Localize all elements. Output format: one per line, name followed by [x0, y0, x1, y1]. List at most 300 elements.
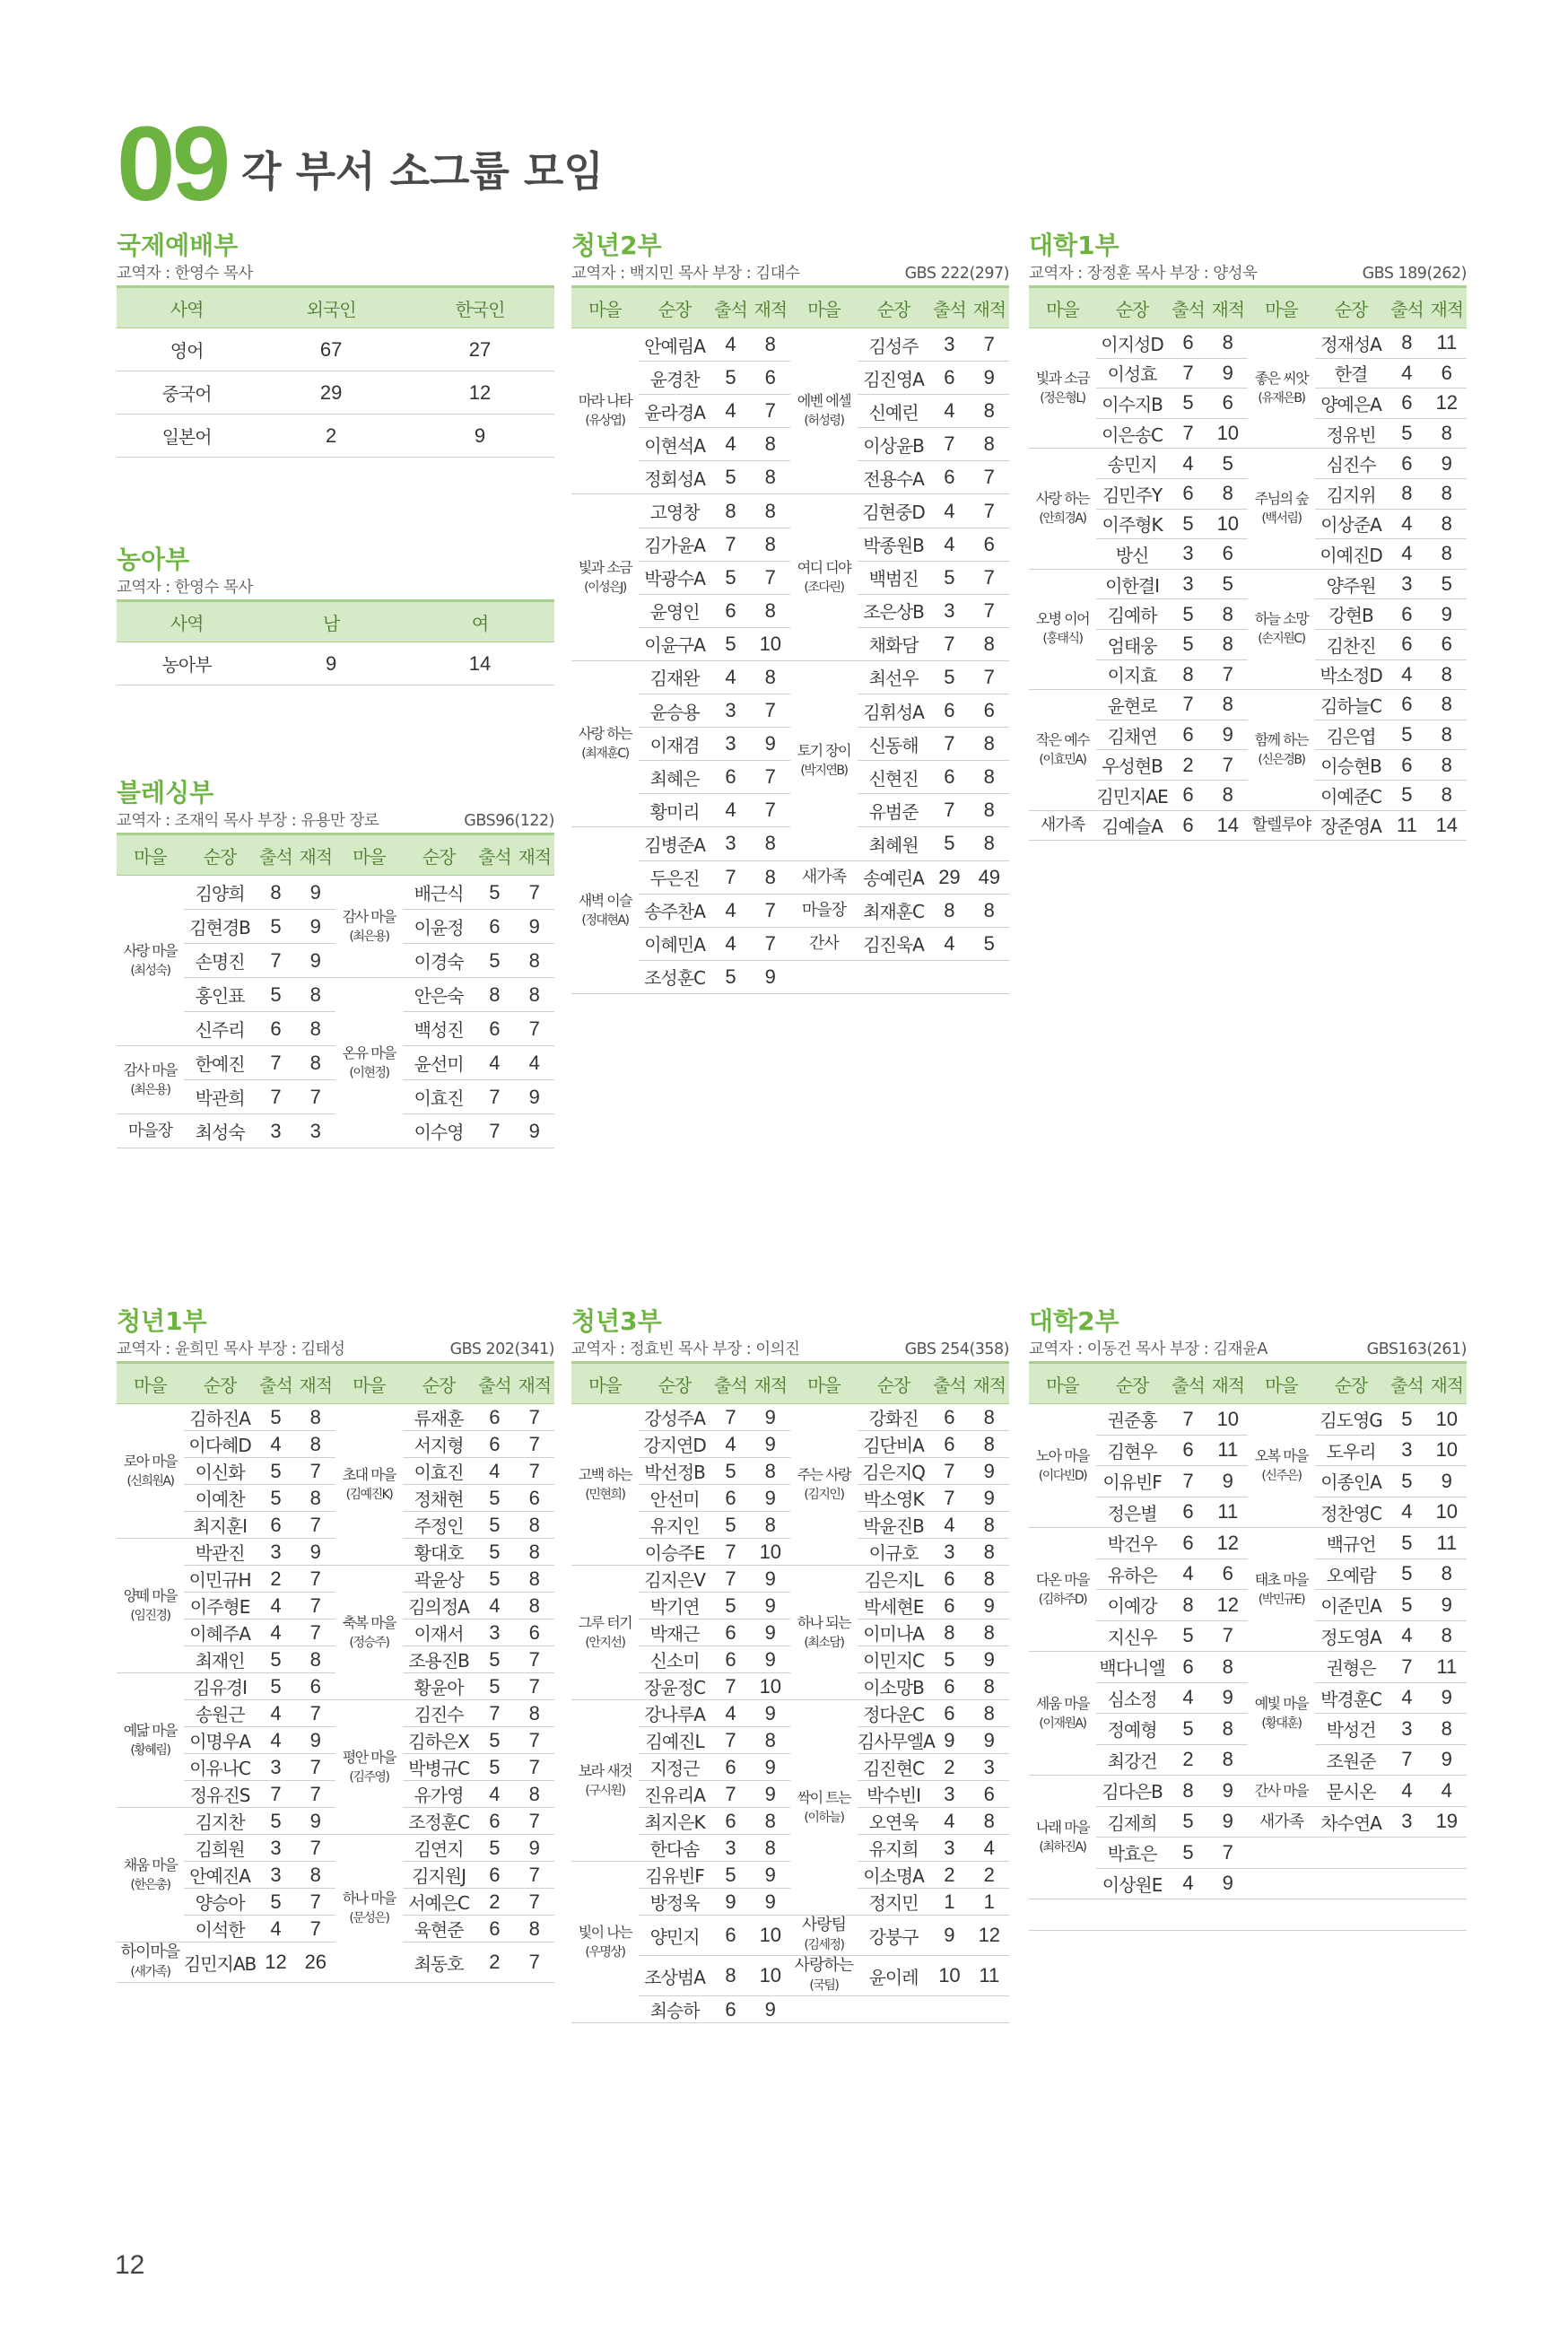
group-leader: (유재은B)	[1258, 390, 1305, 406]
table-row	[1029, 690, 1467, 720]
cell: 12	[405, 371, 554, 415]
group-cell	[790, 1700, 858, 1916]
enrolled-cell: 10	[1427, 1404, 1467, 1436]
enrolled-cell: 7	[515, 1012, 554, 1046]
attendance-cell: 6	[929, 1566, 969, 1593]
leader-cell: 윤선미	[403, 1046, 475, 1080]
group-name: 예닮 마을	[123, 1721, 178, 1739]
col-header: 재적	[1208, 1363, 1248, 1404]
col-header: 재적	[751, 1363, 790, 1404]
group-name: 세움 마을	[1035, 1694, 1090, 1712]
enrolled-cell: 7	[1208, 1838, 1248, 1869]
attendance-cell: 5	[475, 1835, 514, 1862]
col-header: 순장	[184, 834, 256, 876]
enrolled-cell: 9	[1427, 1590, 1467, 1621]
section-title: 청년3부	[571, 1306, 662, 1336]
section-title: 청년2부	[571, 231, 662, 260]
attendance-cell: 4	[710, 395, 750, 428]
leader-cell: 송예린A	[858, 860, 929, 894]
leader-cell: 강지연D	[639, 1431, 710, 1458]
leader-cell: 박세현E	[858, 1593, 929, 1619]
leader-cell: 전용수A	[858, 461, 929, 494]
table-row	[1029, 328, 1467, 359]
gbs-count: GBS 222(297)	[904, 265, 1009, 283]
group-leader: (김주영)	[349, 1769, 389, 1785]
enrolled-cell: 8	[1427, 659, 1467, 690]
attendance-cell: 5	[256, 1889, 295, 1916]
cell: 29	[257, 371, 405, 415]
attendance-cell: 7	[1168, 358, 1207, 388]
group-name: 사랑팀	[801, 1916, 846, 1934]
attendance-cell: 7	[710, 1781, 750, 1808]
leader-cell: 박윤진B	[858, 1512, 929, 1539]
enrolled-cell: 9	[970, 1646, 1009, 1673]
attendance-cell: 4	[710, 1431, 750, 1458]
group-leader: (최은용)	[130, 1082, 170, 1097]
group-name: 태초 마을	[1254, 1570, 1309, 1588]
enrolled-cell: 11	[1427, 328, 1467, 359]
attendance-cell: 6	[710, 761, 750, 794]
enrolled-cell: 7	[296, 1754, 335, 1781]
group-name: 빛과 소금	[1035, 369, 1090, 387]
section-title: 블레싱부	[117, 778, 214, 808]
attendance-cell: 5	[1387, 780, 1426, 810]
enrolled-cell: 9	[751, 1566, 790, 1593]
leader-cell: 강현B	[1315, 599, 1387, 630]
col-header: 재적	[515, 1363, 554, 1404]
enrolled-cell: 7	[515, 1889, 554, 1916]
attendance-cell: 4	[1387, 1620, 1426, 1652]
leader-cell: 박경훈C	[1315, 1682, 1387, 1714]
enrolled-cell: 7	[296, 1916, 335, 1942]
group-name: 고백 하는	[578, 1465, 632, 1483]
table-row	[1029, 1776, 1467, 1807]
attendance-cell: 7	[1387, 1652, 1426, 1683]
intl-table	[117, 285, 554, 458]
leader-cell: 이민규H	[184, 1566, 256, 1593]
attendance-cell: 4	[710, 428, 750, 461]
leader-cell: 강붕구	[858, 1916, 929, 1956]
attendance-cell: 6	[1168, 478, 1207, 509]
enrolled-cell: 8	[970, 1539, 1009, 1566]
enrolled-cell: 12	[970, 1916, 1009, 1956]
attendance-cell: 8	[929, 1619, 969, 1646]
leader-cell: 서예은C	[403, 1889, 475, 1916]
enrolled-cell: 8	[1208, 1744, 1248, 1776]
attendance-cell: 7	[929, 1485, 969, 1512]
attendance-cell: 6	[1387, 449, 1426, 479]
enrolled-cell: 7	[1208, 659, 1248, 690]
attendance-cell: 5	[1168, 1714, 1207, 1745]
leader-cell: 황윤아	[403, 1673, 475, 1700]
attendance-cell: 3	[929, 1539, 969, 1566]
leader-cell: 오예람	[1315, 1558, 1387, 1590]
enrolled-cell: 9	[296, 910, 335, 944]
col-header: 출석	[1387, 287, 1426, 328]
leader-cell: 김하진A	[184, 1404, 256, 1431]
enrolled-cell: 8	[970, 1512, 1009, 1539]
enrolled-cell: 7	[751, 794, 790, 827]
enrolled-cell: 6	[1208, 388, 1248, 419]
group-cell	[571, 1862, 639, 2023]
col-header: 사역	[117, 287, 257, 328]
group-name: 채움 마을	[123, 1855, 178, 1873]
leader-cell: 방정욱	[639, 1889, 710, 1916]
table-row	[1029, 1652, 1467, 1683]
leader-cell: 김병준A	[639, 827, 710, 860]
group-leader: (허성령)	[804, 414, 844, 429]
leader-cell: 김은지Q	[858, 1458, 929, 1485]
col-header: 출석	[475, 834, 514, 876]
col-header: 재적	[1208, 287, 1248, 328]
col-header: 순장	[1315, 1363, 1387, 1404]
group-cell	[571, 1700, 639, 1862]
enrolled-cell: 8	[970, 1700, 1009, 1727]
enrolled-cell: 8	[1427, 539, 1467, 570]
group-name: 새벽 이슬	[578, 891, 632, 909]
col-header: 마을	[1029, 1363, 1096, 1404]
col-header: 마을	[571, 1363, 639, 1404]
leader-cell: 배근식	[403, 876, 475, 910]
enrolled-cell: 8	[751, 860, 790, 894]
leader-cell: 최강건	[1096, 1744, 1168, 1776]
attendance-cell: 5	[1168, 629, 1207, 659]
group-name: 노아 마을	[1035, 1446, 1090, 1464]
group-leader: (정승주)	[349, 1635, 389, 1650]
group-cell	[1248, 690, 1315, 810]
section-u2	[1029, 1305, 1467, 1931]
enrolled-cell: 10	[1427, 1497, 1467, 1528]
group-leader: (새가족)	[130, 1965, 170, 1979]
enrolled-cell: 9	[1208, 1466, 1248, 1497]
attendance-cell: 5	[256, 1673, 295, 1700]
leader-cell: 김하은X	[403, 1727, 475, 1754]
table-row	[571, 1700, 1009, 1727]
leader-cell: 유지희	[858, 1835, 929, 1862]
enrolled-cell: 8	[515, 1566, 554, 1593]
leader-cell: 박관진	[184, 1539, 256, 1566]
col-header: 출석	[1168, 1363, 1207, 1404]
enrolled-cell: 8	[515, 1781, 554, 1808]
group-cell	[335, 1835, 403, 1983]
enrolled-cell: 8	[1208, 690, 1248, 720]
enrolled-cell: 10	[751, 1916, 790, 1956]
leader-cell: 이상원E	[1096, 1868, 1168, 1899]
enrolled-cell: 9	[1427, 599, 1467, 630]
enrolled-cell: 7	[751, 894, 790, 927]
enrolled-cell: 10	[751, 1673, 790, 1700]
attendance-cell: 5	[710, 561, 750, 594]
table-row	[571, 1404, 1009, 1431]
leader-cell: 지정근	[639, 1754, 710, 1781]
attendance-cell: 5	[256, 1646, 295, 1673]
col-header: 마을	[1248, 287, 1315, 328]
enrolled-cell: 8	[296, 978, 335, 1012]
group-name: 여디 디야	[797, 558, 851, 576]
attendance-cell: 3	[1168, 569, 1207, 599]
attendance-cell: 5	[929, 1646, 969, 1673]
leader-cell: 김휘성A	[858, 694, 929, 728]
leader-cell: 신현진	[858, 761, 929, 794]
enrolled-cell: 7	[296, 1566, 335, 1593]
attendance-cell: 5	[1168, 388, 1207, 419]
group-name: 오복 마을	[1254, 1446, 1309, 1464]
attendance-cell: 5	[1387, 1466, 1426, 1497]
attendance-cell: 6	[475, 1404, 514, 1431]
enrolled-cell: 9	[970, 1458, 1009, 1485]
enrolled-cell: 14	[1208, 810, 1248, 841]
enrolled-cell: 9	[1208, 1682, 1248, 1714]
leader-cell: 김단비A	[858, 1431, 929, 1458]
leader-cell: 윤승용	[639, 694, 710, 728]
enrolled-cell: 9	[1208, 1868, 1248, 1899]
leader-cell: 이효진	[403, 1458, 475, 1485]
col-header: 재적	[751, 287, 790, 328]
enrolled-cell: 8	[970, 1619, 1009, 1646]
attendance-cell: 7	[1168, 1404, 1207, 1436]
group-name: 로아 마을	[123, 1452, 178, 1470]
attendance-cell: 6	[929, 761, 969, 794]
attendance-cell: 4	[1387, 1776, 1426, 1807]
leader-cell: 최혜원	[858, 827, 929, 860]
section-y3	[571, 1305, 1009, 2023]
group-leader: (조다린)	[804, 580, 844, 595]
attendance-cell: 2	[929, 1862, 969, 1889]
group-cell	[1029, 690, 1096, 810]
enrolled-cell: 11	[1427, 1652, 1467, 1683]
gbs-count: GBS96(122)	[464, 812, 554, 830]
leader-cell: 이수지B	[1096, 388, 1168, 419]
leader-cell: 최동호	[403, 1942, 475, 1983]
leader-cell: 강화진	[858, 1404, 929, 1431]
enrolled-cell: 7	[970, 494, 1009, 528]
attendance-cell: 4	[710, 894, 750, 927]
group-name: 예빛 마을	[1254, 1694, 1309, 1712]
enrolled-cell: 8	[1427, 418, 1467, 449]
leader-cell: 박성건	[1315, 1714, 1387, 1745]
attendance-cell: 5	[475, 1727, 514, 1754]
leader-cell: 최승하	[639, 1996, 710, 2023]
enrolled-cell: 8	[751, 1458, 790, 1485]
leader-cell: 신소미	[639, 1646, 710, 1673]
col-header: 마을	[335, 834, 403, 876]
leader-cell: 이예준C	[1315, 780, 1387, 810]
enrolled-cell: 9	[515, 1835, 554, 1862]
cell: 2	[257, 415, 405, 458]
enrolled-cell: 8	[1427, 750, 1467, 781]
col-header: 마을	[571, 287, 639, 328]
attendance-cell: 5	[929, 660, 969, 694]
leader-cell: 박병규C	[403, 1754, 475, 1781]
col-header: 출석	[710, 1363, 750, 1404]
attendance-cell: 4	[710, 1700, 750, 1727]
attendance-cell: 3	[929, 1835, 969, 1862]
enrolled-cell: 8	[970, 1404, 1009, 1431]
enrolled-cell: 8	[515, 1700, 554, 1727]
group-name: 할렐루야	[1251, 816, 1311, 835]
col-header: 마을	[790, 287, 858, 328]
leader-cell: 안은숙	[403, 978, 475, 1012]
group-cell	[1029, 1404, 1096, 1528]
enrolled-cell: 12	[1208, 1590, 1248, 1621]
group-name: 마을장	[127, 1122, 173, 1140]
enrolled-cell: 7	[296, 1835, 335, 1862]
enrolled-cell: 8	[970, 728, 1009, 761]
gbs-count: GBS 189(262)	[1362, 265, 1467, 283]
leader-cell: 이재서	[403, 1619, 475, 1646]
group-cell	[117, 1942, 184, 1983]
enrolled-cell: 9	[515, 1114, 554, 1148]
attendance-cell: 6	[1168, 328, 1207, 359]
group-cell	[1029, 1776, 1096, 1899]
group-leader: (구시원)	[585, 1783, 625, 1798]
enrolled-cell: 2	[970, 1862, 1009, 1889]
group-name: 사랑 하는	[578, 725, 632, 743]
leader-cell: 정채현	[403, 1485, 475, 1512]
section-staff	[117, 809, 554, 833]
enrolled-cell: 7	[515, 1808, 554, 1835]
group-name: 축복 마을	[342, 1613, 396, 1631]
leader-cell: 유가영	[403, 1781, 475, 1808]
attendance-cell: 4	[1387, 1682, 1426, 1714]
group-leader: (민현희)	[585, 1487, 625, 1502]
attendance-cell: 5	[256, 978, 295, 1012]
leader-cell: 이은송C	[1096, 418, 1168, 449]
enrolled-cell: 5	[1427, 569, 1467, 599]
enrolled-cell: 6	[970, 1781, 1009, 1808]
leader-cell: 김현우	[1096, 1435, 1168, 1466]
attendance-cell: 6	[1168, 1652, 1207, 1683]
leader-cell: 박종원B	[858, 528, 929, 561]
attendance-cell: 8	[475, 978, 514, 1012]
attendance-cell: 8	[710, 1956, 750, 1996]
enrolled-cell: 49	[970, 860, 1009, 894]
col-header: 순장	[639, 1363, 710, 1404]
group-cell	[117, 1673, 184, 1808]
attendance-cell: 5	[256, 1458, 295, 1485]
col-header: 출석	[1168, 287, 1207, 328]
table-row	[1029, 1528, 1467, 1559]
leader-cell: 이효진	[403, 1080, 475, 1114]
group-leader: (임진경)	[130, 1608, 170, 1623]
group-cell	[790, 660, 858, 860]
leader-cell: 조용진B	[403, 1646, 475, 1673]
leader-cell: 윤이레	[858, 1956, 929, 1996]
leader-cell: 류재훈	[403, 1404, 475, 1431]
col-header: 순장	[403, 1363, 475, 1404]
enrolled-cell: 9	[751, 1431, 790, 1458]
group-cell	[1029, 1652, 1096, 1776]
group-leader: (박민규E)	[1258, 1592, 1305, 1607]
group-cell	[117, 1404, 184, 1539]
enrolled-cell: 7	[970, 328, 1009, 362]
enrolled-cell: 8	[751, 660, 790, 694]
attendance-cell: 5	[1168, 1806, 1207, 1838]
col-header: 재적	[296, 834, 335, 876]
group-cell	[571, 1404, 639, 1566]
attendance-cell: 6	[475, 1862, 514, 1889]
attendance-cell: 6	[475, 1808, 514, 1835]
group-name: 빛과 소금	[578, 558, 632, 576]
attendance-cell: 3	[256, 1835, 295, 1862]
group-name: 하나 마을	[342, 1890, 396, 1907]
col-header: 출석	[710, 287, 750, 328]
group-cell	[1248, 810, 1315, 841]
chapter-header	[117, 105, 604, 223]
group-cell	[1248, 449, 1315, 569]
section-u1	[1029, 230, 1467, 841]
leader-cell: 이예진D	[1315, 539, 1387, 570]
attendance-cell: 7	[1168, 1466, 1207, 1497]
enrolled-cell: 7	[296, 1593, 335, 1619]
attendance-cell: 3	[1387, 1806, 1426, 1838]
enrolled-cell: 9	[751, 1593, 790, 1619]
attendance-cell: 7	[929, 627, 969, 660]
attendance-cell: 7	[475, 1700, 514, 1727]
attendance-cell: 8	[1168, 1776, 1207, 1807]
table-row	[117, 876, 554, 910]
leader-cell: 곽윤상	[403, 1566, 475, 1593]
leader-cell: 정유진S	[184, 1781, 256, 1808]
attendance-cell: 5	[1387, 418, 1426, 449]
leader-cell: 이주형K	[1096, 509, 1168, 539]
table-row	[117, 328, 554, 371]
leader-cell: 김지찬	[184, 1808, 256, 1835]
attendance-cell: 4	[1168, 1558, 1207, 1590]
attendance-cell: 8	[1168, 659, 1207, 690]
leader-cell: 김다은B	[1096, 1776, 1168, 1807]
attendance-cell: 8	[256, 876, 295, 910]
attendance-cell: 6	[1387, 750, 1426, 781]
leader-cell: 지신우	[1096, 1620, 1168, 1652]
enrolled-cell: 9	[1427, 1466, 1467, 1497]
attendance-cell: 5	[475, 944, 514, 978]
leader-cell: 육현준	[403, 1916, 475, 1942]
attendance-cell: 6	[929, 1673, 969, 1700]
leader-cell: 이경숙	[403, 944, 475, 978]
leader-cell: 이현석A	[639, 428, 710, 461]
group-name: 초대 마을	[342, 1465, 396, 1483]
attendance-cell: 5	[710, 627, 750, 660]
enrolled-cell: 9	[751, 1862, 790, 1889]
leader-cell: 김가윤A	[639, 528, 710, 561]
leader-cell: 이상윤B	[858, 428, 929, 461]
attendance-cell: 4	[929, 1512, 969, 1539]
enrolled-cell: 11	[1427, 1528, 1467, 1559]
attendance-cell: 4	[256, 1431, 295, 1458]
group-cell	[1248, 1404, 1315, 1528]
enrolled-cell: 8	[515, 1916, 554, 1942]
leader-cell: 채화담	[858, 627, 929, 660]
section-intl	[117, 230, 554, 458]
leader-cell: 장윤정C	[639, 1673, 710, 1700]
leader-cell: 고영창	[639, 494, 710, 528]
enrolled-cell: 9	[751, 1646, 790, 1673]
staff-text: 교역자 : 백지민 목사 부장 : 김대수	[571, 265, 800, 283]
enrolled-cell: 8	[970, 428, 1009, 461]
enrolled-cell: 7	[515, 1673, 554, 1700]
enrolled-cell: 8	[1427, 509, 1467, 539]
enrolled-cell: 7	[515, 1404, 554, 1431]
attendance-cell: 4	[1387, 509, 1426, 539]
enrolled-cell: 8	[296, 1862, 335, 1889]
enrolled-cell: 9	[751, 1619, 790, 1646]
enrolled-cell: 9	[970, 1485, 1009, 1512]
attendance-cell: 6	[710, 594, 750, 627]
col-header: 한국인	[405, 287, 554, 328]
leader-cell: 김찬진	[1315, 629, 1387, 659]
enrolled-cell: 8	[970, 1566, 1009, 1593]
